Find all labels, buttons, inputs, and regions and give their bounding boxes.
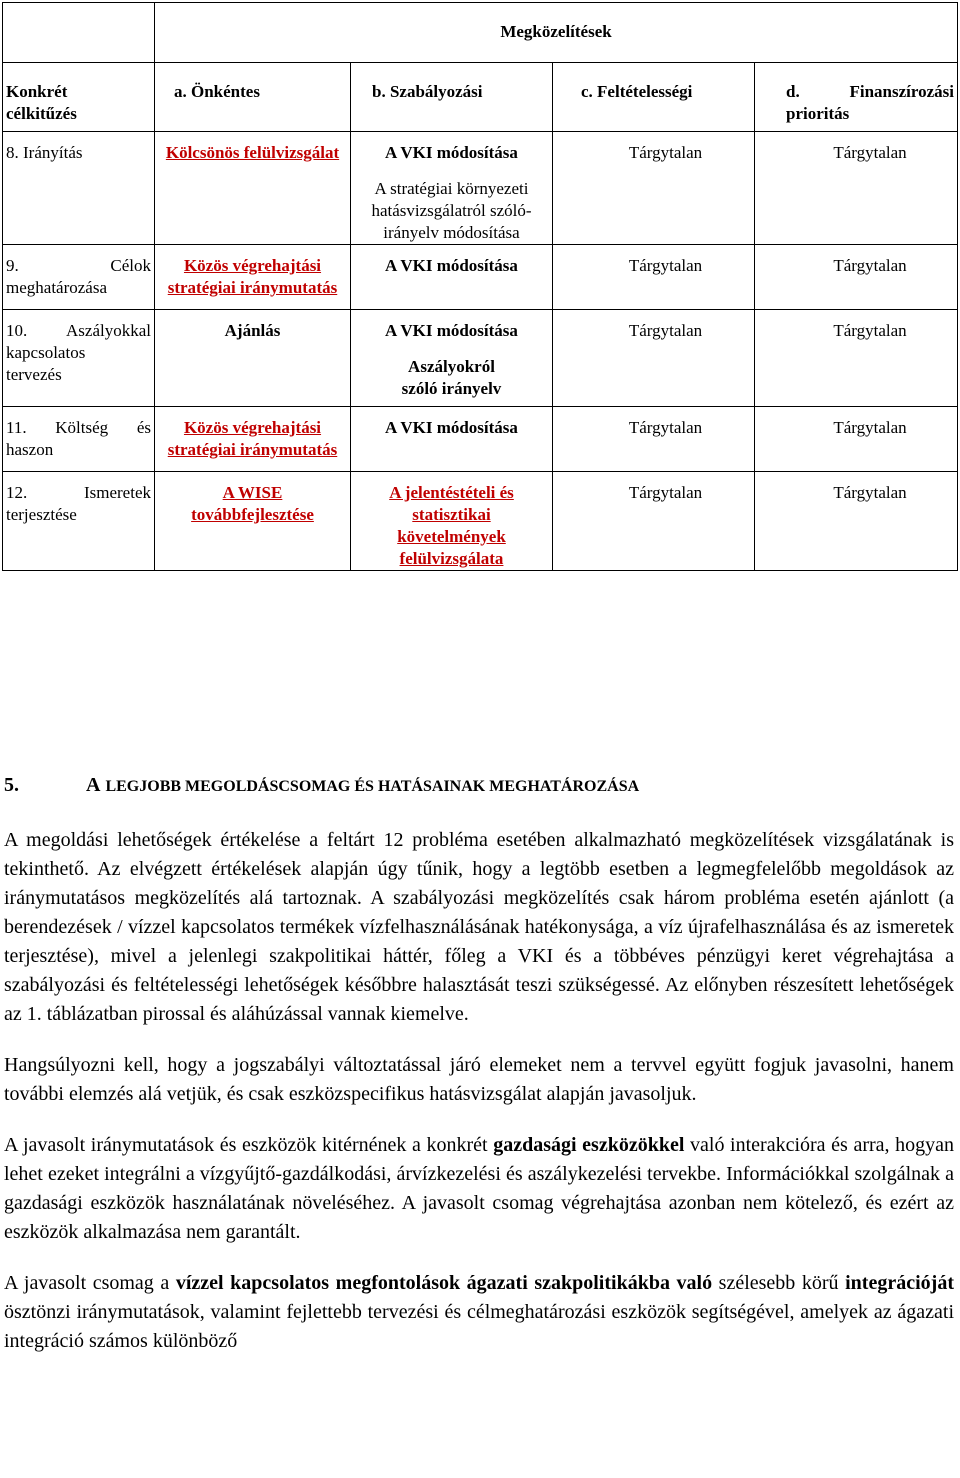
conditionality-cell: Tárgytalan xyxy=(553,472,755,571)
regulatory-cell: A VKI módosítása A stratégiai környezeti hatásvizsgálatról szóló-irányelv módosítása xyxy=(351,132,553,245)
regulatory-cell: A VKI módosítása xyxy=(351,245,553,310)
financing-cell: Tárgytalan xyxy=(755,132,958,245)
header-regulatory: b. Szabályozási xyxy=(351,63,553,132)
table-row xyxy=(3,310,958,407)
header-objective: Konkrét célkitűzés xyxy=(3,63,155,132)
section-title-initial: A xyxy=(86,774,101,796)
paragraph-3: A javasolt iránymutatások és eszközök kitérnének a konkrét gazdasági eszközökkel való interakcióra és arra, hogyan lehet ezeket integrálni a vízgyűjtő-gazdálkodási, árvízkezelési és aszálykezelési tervekbe. Információkkal szolgálnak a gazdasági eszközök használatának növeléséhez. A javasolt csomag végrehajtása azonban nem kötelező, és ezért az eszközök alkalmazása nem garantált. xyxy=(4,1134,955,1243)
table-row xyxy=(3,407,958,472)
header-conditionality: c. Feltételességi xyxy=(553,63,755,132)
objective-cell: 12. Ismeretek terjesztése xyxy=(3,472,155,571)
table-row xyxy=(3,245,958,310)
voluntary-cell: Ajánlás xyxy=(155,310,351,407)
table-title: Megközelítések xyxy=(155,3,958,63)
objective-cell: 9. Célok meghatározása xyxy=(3,245,155,310)
header-voluntary: a. Önkéntes xyxy=(155,63,351,132)
paragraph-1: A megoldási lehetőségek értékelése a feltárt 12 probléma esetében alkalmazható megközelítések vizsgálatának is tekinthető. Az elvégzett értékelések alapján úgy tűnik, hogy a legtöbb esetben a legmegfelelőbb megoldások az iránymutatásos megközelítés alá tartoznak. A szabályozási megközelítés csak három probléma esetén ajánlott (a berendezések / vízzel kapcsolatos termékek vízfelhasználásának hatékonysága, a víz újrafelhasználása és az ismeretek terjesztése), mivel a jelenlegi szakpolitikai háttér, főleg a VKI és a többéves pénzügyi keret végrehajtása a szabályozási és feltételességi lehetőségek későbbre halasztását teszi szükségessé. Az előnyben részesített lehetőségek az 1. táblázatban pirossal és aláhúzással vannak kiemelve. xyxy=(4,829,954,1025)
regulatory-cell: A jelentéstételi és statisztikai követelmények felülvizsgálata xyxy=(351,472,553,571)
financing-cell: Tárgytalan xyxy=(755,245,958,310)
regulatory-cell: A VKI módosítása xyxy=(351,407,553,472)
voluntary-cell: A WISE továbbfejlesztése xyxy=(155,472,351,571)
financing-cell: Tárgytalan xyxy=(755,310,958,407)
conditionality-cell: Tárgytalan xyxy=(553,310,755,407)
body-text xyxy=(4,826,954,1356)
objective-cell: 8. Irányítás xyxy=(3,132,155,245)
conditionality-cell: Tárgytalan xyxy=(553,245,755,310)
section-number: 5. xyxy=(4,774,19,796)
objective-cell: 10. Aszályokkal kapcsolatos tervezés xyxy=(3,310,155,407)
voluntary-cell: Közös végrehajtási stratégiai iránymutatás xyxy=(155,245,351,310)
table-corner-cell xyxy=(3,3,155,63)
objective-cell: 11. Költség és haszon xyxy=(3,407,155,472)
section-title: LEGJOBB MEGOLDÁSCSOMAG ÉS HATÁSAINAK MEGHATÁROZÁSA xyxy=(105,778,640,795)
approaches-table xyxy=(2,2,958,571)
header-financing: d. Finanszírozási prioritás xyxy=(755,63,958,132)
paragraph-4: A javasolt csomag a vízzel kapcsolatos megfontolások ágazati szakpolitikákba való szélesebb körű integrációját ösztönzi iránymutatások, valamint fejlettebb tervezési és célmeghatározási eszközök segítségével, amelyek az ágazati integráció számos különböző xyxy=(4,1272,954,1352)
financing-cell: Tárgytalan xyxy=(755,407,958,472)
financing-cell: Tárgytalan xyxy=(755,472,958,571)
paragraph-2: Hangsúlyozni kell, hogy a jogszabályi változtatással járó elemeket nem a tervvel együtt fogjuk javasolni, hanem további elemzés alá vetjük, és csak eszközspecifikus hatásvizsgálat alapján javasoljuk. xyxy=(4,1054,954,1105)
table-row xyxy=(3,132,958,245)
table-row xyxy=(3,472,958,571)
conditionality-cell: Tárgytalan xyxy=(553,407,755,472)
conditionality-cell: Tárgytalan xyxy=(553,132,755,245)
regulatory-cell: A VKI módosítása Aszályokról szóló irányelv xyxy=(351,310,553,407)
table-header-row xyxy=(3,63,958,132)
voluntary-cell: Kölcsönös felülvizsgálat xyxy=(155,132,351,245)
section-heading xyxy=(4,774,639,797)
voluntary-cell: Közös végrehajtási stratégiai iránymutatás xyxy=(155,407,351,472)
